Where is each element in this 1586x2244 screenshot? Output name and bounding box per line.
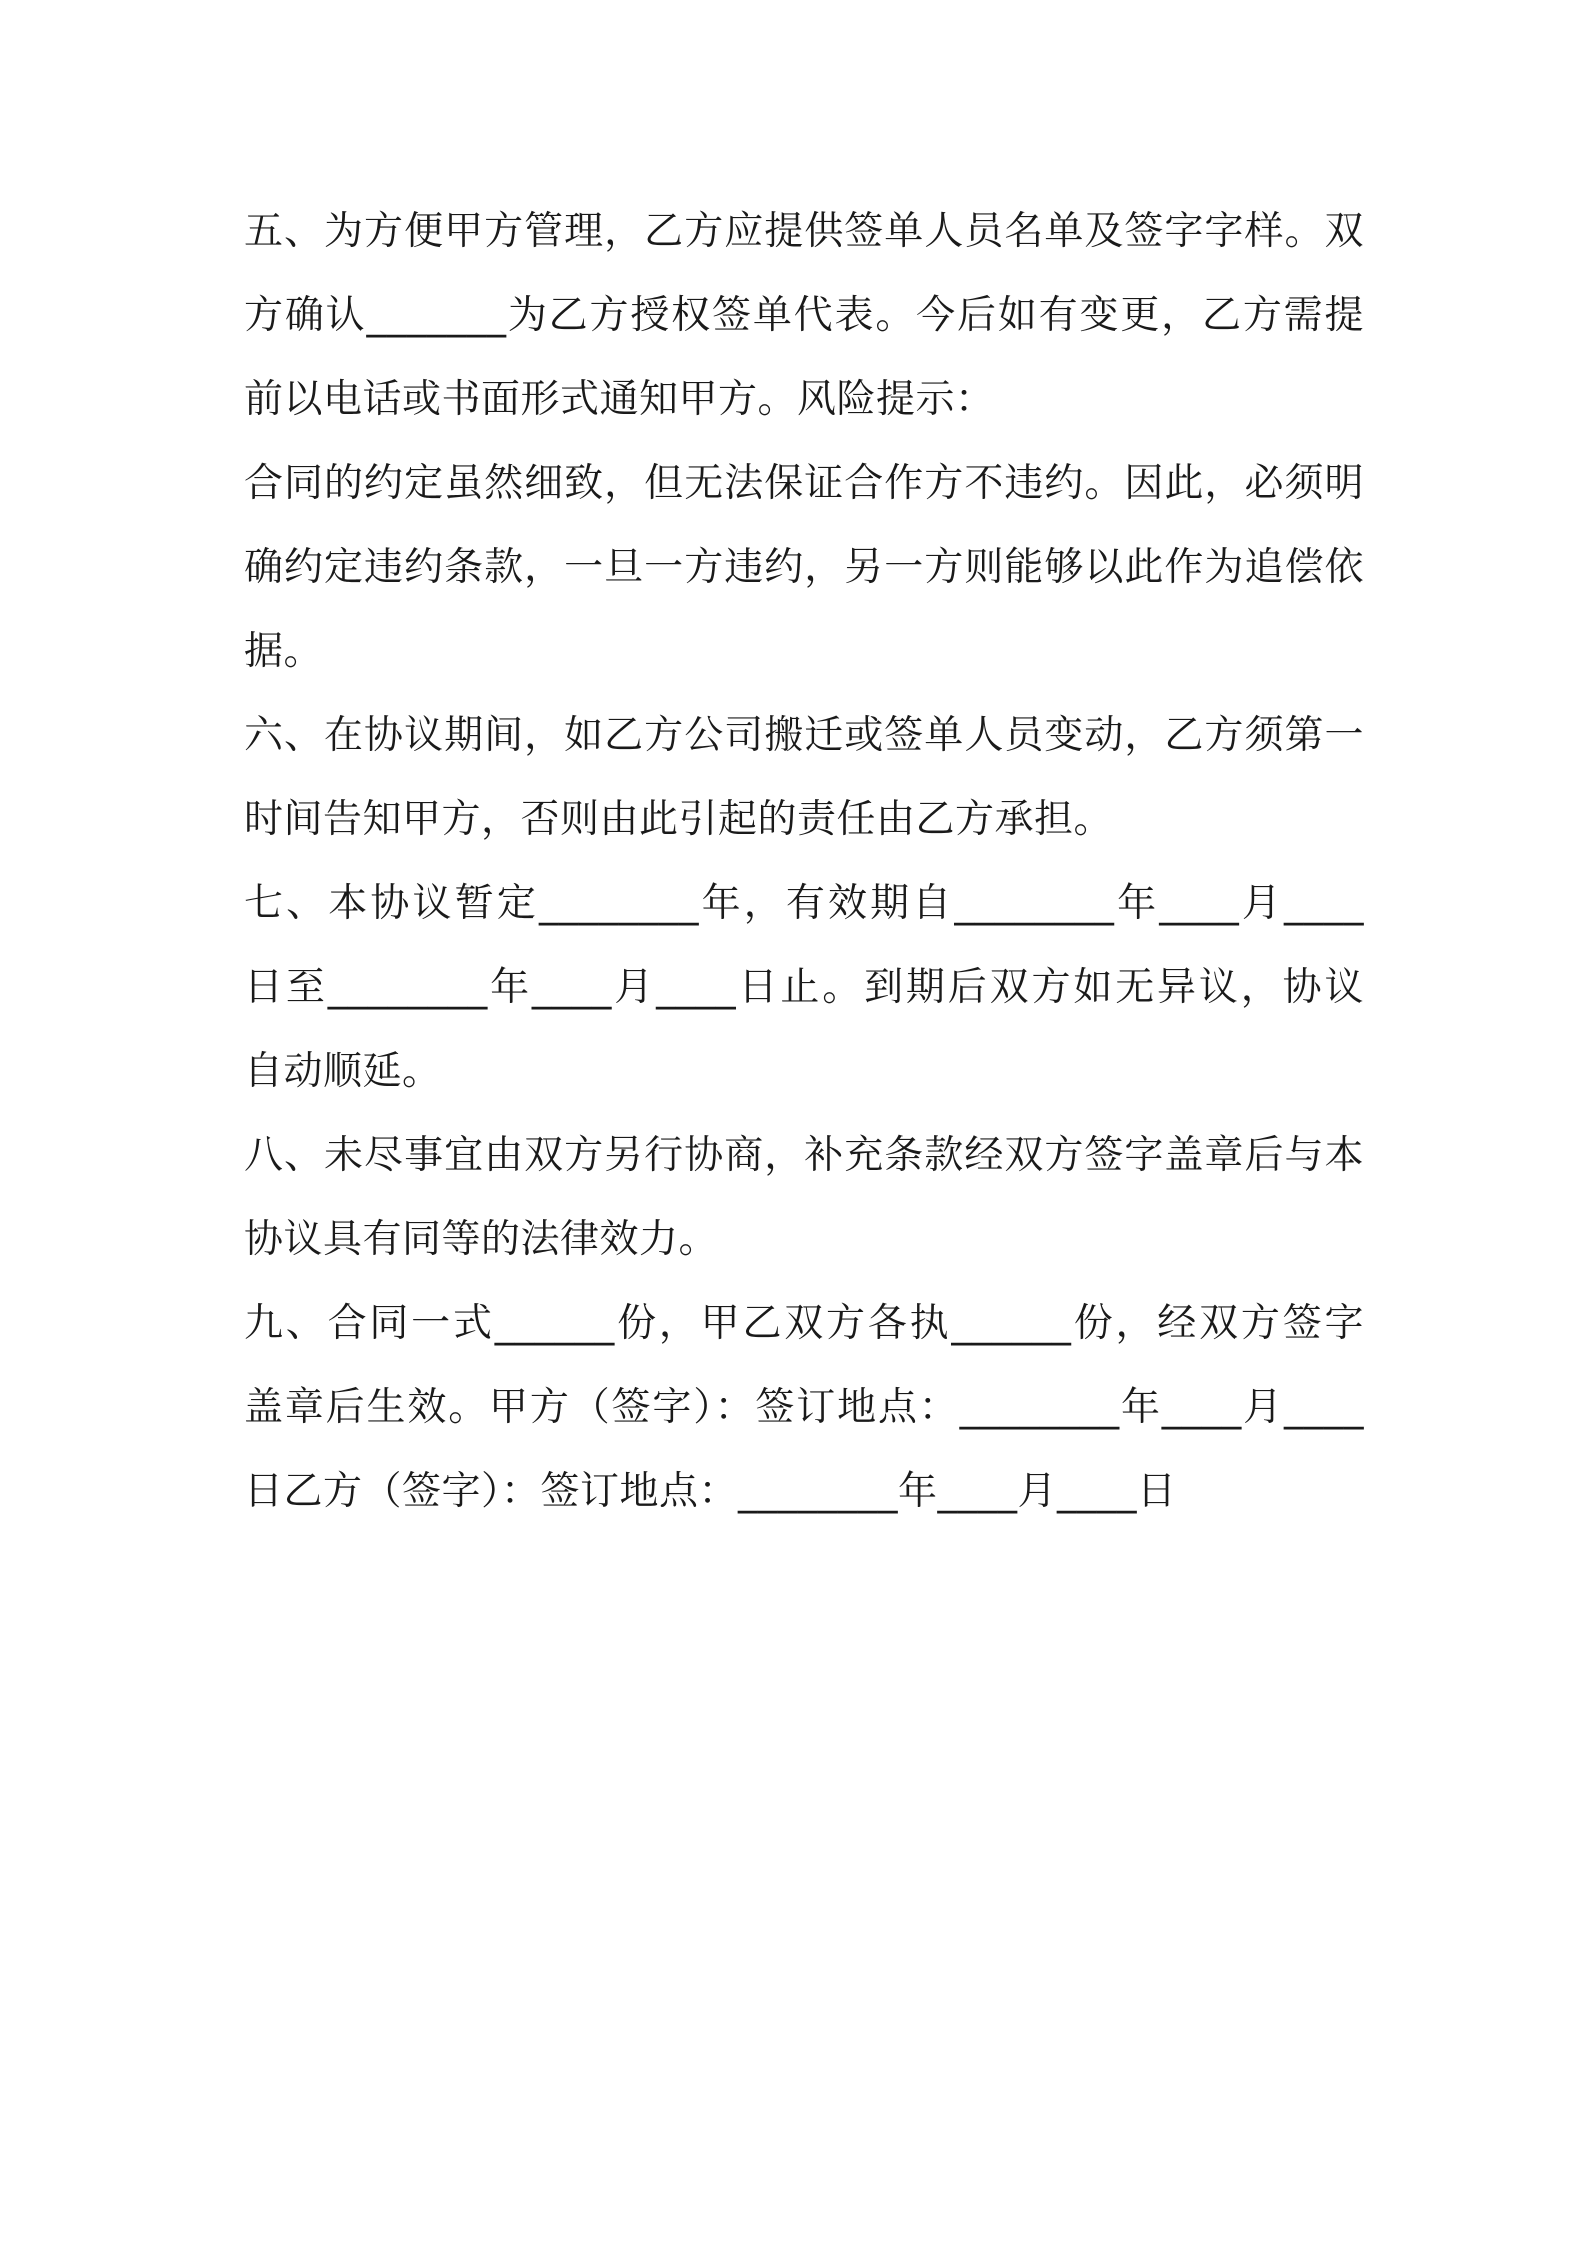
text-line: 前以电话或书面形式通知甲方。风险提示： [244, 377, 995, 422]
text-line: 七、本协议暂定________年，有效期自________年____月____ [244, 881, 1364, 926]
text-line: 日至________年____月____日止。到期后双方如无异议，协议 [244, 965, 1364, 1010]
text-line: 方确认_______为乙方授权签单代表。今后如有变更，乙方需提 [244, 293, 1364, 338]
text-line: 据。 [244, 629, 324, 674]
text-line: 盖章后生效。甲方（签字）：签订地点：________年____月____ [244, 1385, 1364, 1430]
document-body [244, 190, 1364, 1534]
text-line: 六、在协议期间，如乙方公司搬迁或签单人员变动，乙方须第一 [244, 713, 1364, 758]
text-line: 九、合同一式______份，甲乙双方各执______份，经双方签字 [244, 1301, 1364, 1346]
text-line: 日乙方（签字）：签订地点：________年____月____日 [244, 1469, 1177, 1514]
text-line: 协议具有同等的法律效力。 [244, 1217, 719, 1262]
text-line: 自动顺延。 [244, 1049, 442, 1094]
text-line: 确约定违约条款，一旦一方违约，另一方则能够以此作为追偿依 [244, 545, 1364, 590]
text-line: 八、未尽事宜由双方另行协商，补充条款经双方签字盖章后与本 [244, 1133, 1364, 1178]
text-line: 时间告知甲方，否则由此引起的责任由乙方承担。 [244, 797, 1114, 842]
text-line: 合同的约定虽然细致，但无法保证合作方不违约。因此，必须明 [244, 461, 1364, 506]
text-line: 五、为方便甲方管理，乙方应提供签单人员名单及签字字样。双 [244, 209, 1364, 254]
